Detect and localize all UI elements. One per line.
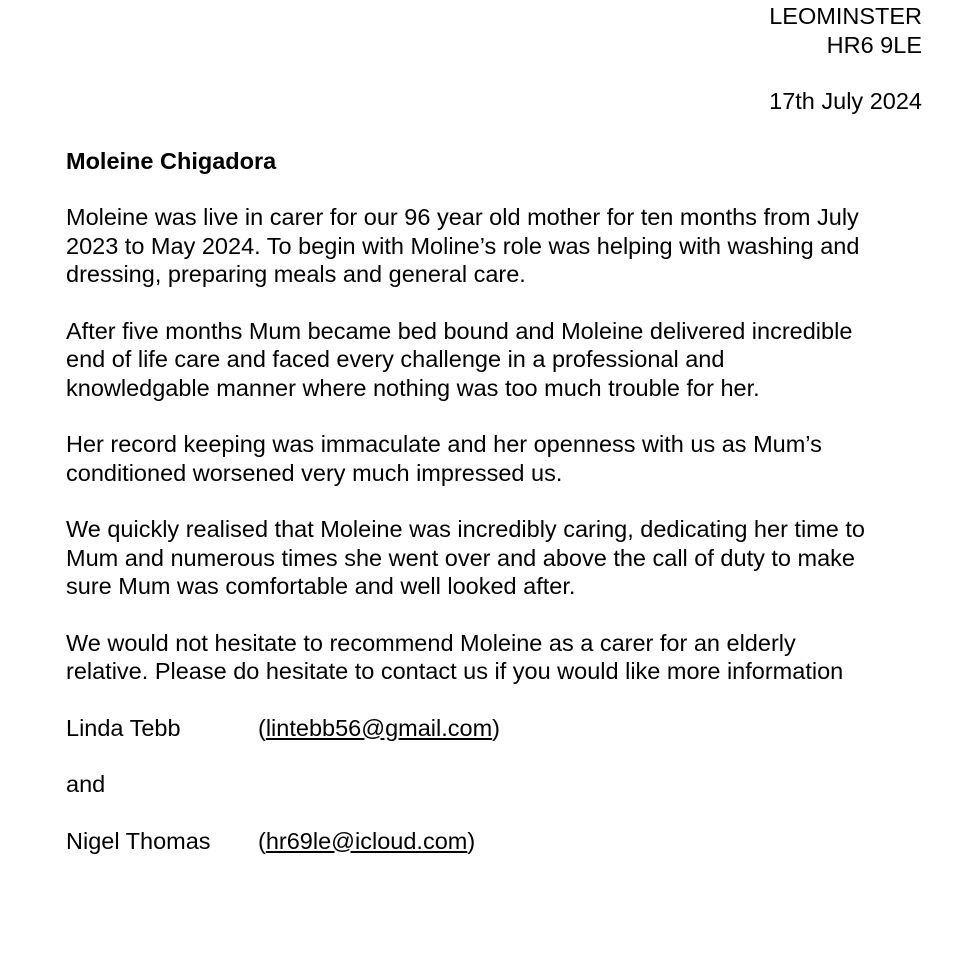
paragraph-line: Moleine was live in carer for our 96 year old mother for ten months from July: [66, 204, 859, 230]
signatory-nigel: [66, 827, 922, 856]
paragraph-line: knowledgable manner where nothing was too much trouble for her.: [66, 374, 760, 401]
conjunction-text: and: [66, 771, 106, 797]
paragraph-line: conditioned worsened very much impressed us.: [66, 459, 563, 486]
open-paren: (: [258, 827, 266, 854]
email-link[interactable]: lintebb56@gmail.com: [265, 714, 493, 741]
paragraph-line: Her record keeping was immaculate and her openness with us as Mum’s: [66, 431, 822, 457]
paragraph: [66, 515, 922, 601]
address-town: LEOMINSTER: [769, 3, 922, 29]
paragraph-line: After five months Mum became bed bound and Moleine delivered incredible: [66, 317, 853, 344]
paragraph-line: sure Mum was comfortable and well looked after.: [66, 573, 576, 599]
close-paren: ): [492, 714, 500, 741]
paragraph: [66, 317, 922, 403]
close-paren: ): [467, 827, 476, 854]
letter-date: 17th July 2024: [769, 88, 922, 114]
email-link[interactable]: hr69le@icloud.com: [265, 827, 468, 854]
paragraph-line: 2023 to May 2024. To begin with Moline’s role was helping with washing and: [66, 232, 860, 259]
signatory-name: Nigel Thomas: [66, 827, 211, 854]
paragraph-line: dressing, preparing meals and general care.: [66, 261, 526, 287]
paragraph-line: We quickly realised that Moleine was incredibly caring, dedicating her time to: [66, 516, 865, 542]
sender-address: [66, 2, 922, 59]
paragraph: [66, 203, 922, 289]
paragraph-line: We would not hesitate to recommend Moleine as a carer for an elderly: [66, 629, 796, 656]
paragraph-line: relative. Please do hesitate to contact us if you would like more information: [66, 658, 844, 684]
paragraph-line: end of life care and faced every challenge in a professional and: [66, 346, 725, 372]
address-postcode: HR6 9LE: [826, 31, 922, 58]
paragraph: [66, 430, 922, 487]
open-paren: (: [258, 714, 266, 741]
signatory-linda: [66, 714, 922, 743]
letter: [66, 2, 922, 855]
signatory-name: Linda Tebb: [66, 714, 181, 741]
letter-subject: Moleine Chigadora: [66, 147, 277, 174]
paragraph-line: Mum and numerous times she went over and above the call of duty to make: [66, 544, 855, 571]
paragraph: [66, 629, 922, 686]
